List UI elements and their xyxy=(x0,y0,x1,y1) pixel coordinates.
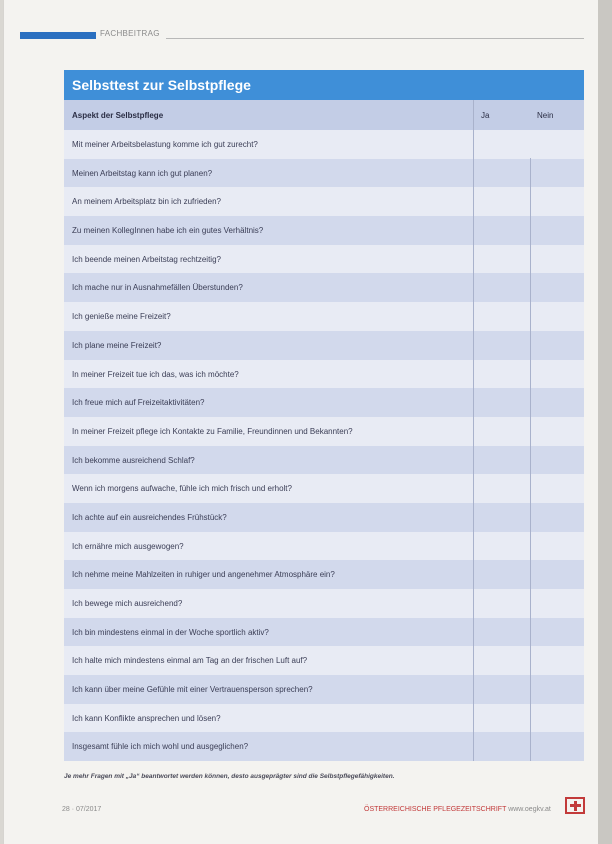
column-header-aspect: Aspekt der Selbstpflege xyxy=(72,111,164,120)
question-text: Ich achte auf ein ausreichendes Frühstück? xyxy=(72,512,227,522)
magazine-name: ÖSTERREICHISCHE PFLEGEZEITSCHRIFT xyxy=(364,806,507,813)
table-row xyxy=(64,675,584,704)
question-text: Ich ernähre mich ausgewogen? xyxy=(72,541,184,551)
table-row xyxy=(64,331,584,360)
question-text: Ich bekomme ausreichend Schlaf? xyxy=(72,455,195,465)
table-footnote: Je mehr Fragen mit „Ja“ beantwortet werden können, desto ausgeprägter sind die Selbstpflegefähigkeiten. xyxy=(64,773,395,780)
question-text: Ich genieße meine Freizeit? xyxy=(72,312,171,322)
question-text: Meinen Arbeitstag kann ich gut planen? xyxy=(72,168,213,178)
page-number: 28 · 07/2017 xyxy=(62,806,102,813)
question-text: Mit meiner Arbeitsbelastung komme ich gut zurecht? xyxy=(72,140,258,149)
table-row xyxy=(64,130,584,159)
question-text: Ich plane meine Freizeit? xyxy=(72,340,162,350)
table-row xyxy=(64,388,584,417)
table-row xyxy=(64,704,584,733)
document-page xyxy=(4,0,598,844)
column-divider-ja xyxy=(473,100,474,761)
selfcare-table xyxy=(64,100,584,761)
table-row xyxy=(64,732,584,761)
question-text: Wenn ich morgens aufwache, fühle ich mich frisch und erholt? xyxy=(72,484,292,494)
cross-logo-icon xyxy=(565,797,585,814)
question-text: An meinem Arbeitsplatz bin ich zufrieden? xyxy=(72,197,221,207)
table-row xyxy=(64,560,584,589)
question-text: Ich mache nur in Ausnahmefällen Überstunden? xyxy=(72,283,243,293)
table-row xyxy=(64,245,584,274)
footer-publication xyxy=(364,806,551,813)
table-row xyxy=(64,273,584,302)
column-divider-nein xyxy=(530,158,531,761)
magazine-url: www.oegkv.at xyxy=(508,806,551,813)
table-row xyxy=(64,187,584,216)
table-title: Selbsttest zur Selbstpflege xyxy=(72,77,251,93)
table-row xyxy=(64,503,584,532)
question-text: Insgesamt fühle ich mich wohl und ausgeglichen? xyxy=(72,742,249,752)
table-body xyxy=(64,130,584,761)
question-text: Ich nehme meine Mahlzeiten in ruhiger und angenehmer Atmosphäre ein? xyxy=(72,570,335,580)
question-text: Ich beende meinen Arbeitstag rechtzeitig? xyxy=(72,254,221,264)
section-color-bar xyxy=(20,32,96,39)
table-row xyxy=(64,216,584,245)
table-header-row xyxy=(64,100,584,130)
question-text: In meiner Freizeit pflege ich Kontakte zu Familie, Freundinnen und Bekannten? xyxy=(72,426,353,436)
column-header-ja: Ja xyxy=(481,111,490,120)
table-row xyxy=(64,417,584,446)
question-text: Ich freue mich auf Freizeitaktivitäten? xyxy=(72,398,205,408)
table-row xyxy=(64,302,584,331)
question-text: Ich bewege mich ausreichend? xyxy=(72,599,183,608)
question-text: Zu meinen KollegInnen habe ich ein gutes Verhältnis? xyxy=(72,226,264,236)
table-row xyxy=(64,646,584,675)
question-text: Ich halte mich mindestens einmal am Tag an der frischen Luft auf? xyxy=(72,656,308,666)
table-row xyxy=(64,159,584,188)
page-edge xyxy=(598,0,612,844)
question-text: Ich kann über meine Gefühle mit einer Vertrauensperson sprechen? xyxy=(72,685,313,695)
table-row xyxy=(64,618,584,647)
question-text: In meiner Freizeit tue ich das, was ich möchte? xyxy=(72,369,239,379)
table-row xyxy=(64,474,584,503)
table-title-bar xyxy=(64,70,584,100)
column-header-nein: Nein xyxy=(537,111,554,120)
table-row xyxy=(64,532,584,561)
header-rule xyxy=(166,38,584,39)
section-label: FACHBEITRAG xyxy=(100,29,160,38)
question-text: Ich kann Konflikte ansprechen und lösen? xyxy=(72,713,221,723)
table-row xyxy=(64,360,584,389)
table-row xyxy=(64,446,584,475)
table-row xyxy=(64,589,584,618)
question-text: Ich bin mindestens einmal in der Woche sportlich aktiv? xyxy=(72,627,269,637)
